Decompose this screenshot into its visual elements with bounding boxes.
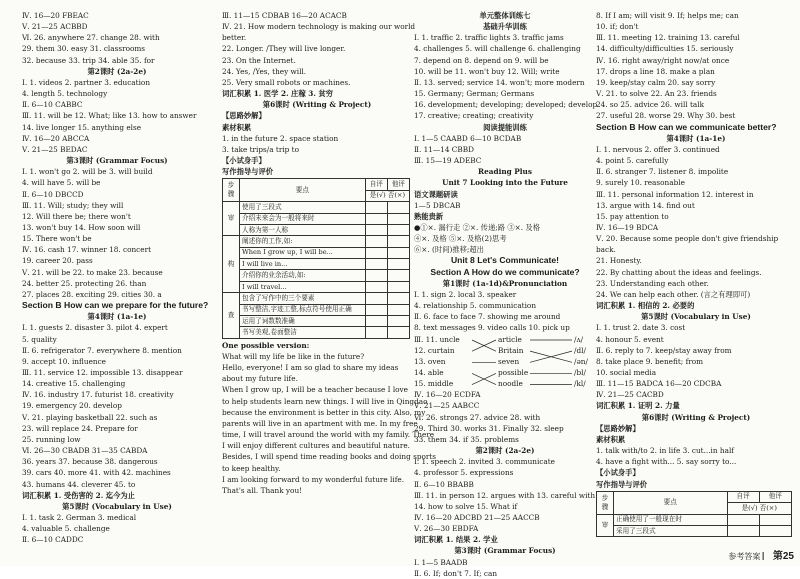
rubric-self-cell xyxy=(365,327,387,338)
text-line: 24. We can help each other. (言之有理即可) xyxy=(596,289,751,299)
text-line: Ⅴ. 21—25 AABCC xyxy=(414,401,480,411)
match-mid-item: article xyxy=(498,334,522,344)
text-line: 19. emergency 20. develop xyxy=(22,401,122,411)
rubric-self-header: 自评 xyxy=(365,179,387,190)
text-line: Ⅱ. 6. If; don't 7. If; can xyxy=(414,568,498,578)
text-line: 39. cars 40. more 41. with 42. machines xyxy=(22,468,171,478)
rubric-step: 审 xyxy=(223,202,240,236)
footer-separator: ▏ xyxy=(762,552,771,561)
page-footer xyxy=(728,547,794,562)
rubric-self-header: 自评 xyxy=(727,491,759,502)
text-line: 写作指导与评价 xyxy=(596,479,648,489)
rubric-step-header: 步骤 xyxy=(597,491,614,514)
text-line: 第3课时 (Grammar Focus) xyxy=(66,156,168,166)
text-line: 8. text messages 9. video calls 10. pick up xyxy=(414,323,570,333)
text-line: ⑥×. (时间)推移;超出 xyxy=(414,245,484,255)
match-right-item: /ʌ/ xyxy=(574,334,584,344)
text-line: 基础升华训练 xyxy=(483,22,527,32)
text-line: ●①×. 漏行走 ②×. 传递;路 ③×. 及格 xyxy=(414,222,540,232)
text-line: Ⅰ. 1. sign 2. local 3. speaker xyxy=(414,289,517,299)
text-line: Ⅴ. 20. Because some people don't give friendship xyxy=(596,234,779,244)
text-line: 10. will be 11. won't buy 12. Will; write xyxy=(414,66,560,76)
text-line: 4. length 5. technology xyxy=(22,89,108,99)
text-line: 24. better 25. protecting 26. than xyxy=(22,278,147,288)
text-line: 27. useful 28. worse 29. Why 30. best xyxy=(596,111,736,121)
rubric-point: When I grow up, I will be... xyxy=(240,247,366,258)
text-line: Reading Plus xyxy=(478,167,532,177)
rubric-peer-cell xyxy=(387,304,409,315)
rubric-peer-cell xyxy=(387,293,409,304)
rubric-self-cell xyxy=(365,247,387,258)
text-line: Ⅰ. 1. videos 2. partner 3. education xyxy=(22,77,151,87)
footer-label: 参考答案 xyxy=(728,552,761,561)
text-line: Ⅰ. 1—5 BAADB xyxy=(414,557,468,567)
text-line: 19. keep/stay calm 20. say sorry xyxy=(596,77,716,87)
writing-rubric-table xyxy=(222,178,410,338)
rubric-peer-cell xyxy=(387,202,409,213)
text-line: 1—5 DBCAB xyxy=(414,200,461,210)
text-line: 12. Will there be; there won't xyxy=(22,211,131,221)
rubric-peer-cell xyxy=(387,224,409,235)
text-line: 4. relationship 5. communication xyxy=(414,301,537,311)
text-line: Ⅰ. 1. nervous 2. offer 3. continued xyxy=(596,144,720,154)
text-line: Ⅳ. 16—20 ABCCA xyxy=(22,133,90,143)
text-line: 第4课时 (1a-1e) xyxy=(666,133,726,143)
text-line: Ⅰ. 1. traffic 2. traffic lights 3. traffic jams xyxy=(414,33,564,43)
text-line: 29. them 30. easy 31. classrooms xyxy=(22,44,146,54)
text-line: 第1课时 (1a-1d)&Pronunciation xyxy=(442,278,568,288)
text-line: 【思路妙解】 xyxy=(596,423,640,433)
rubric-point: 书写整洁,字迹工整,标点符号使用正确 xyxy=(240,304,366,315)
text-line: Section B How can we communicate better? xyxy=(596,121,777,132)
rubric-step-header: 步骤 xyxy=(223,179,240,202)
rubric-yesno-header: 是(√) 否(×) xyxy=(727,503,792,514)
rubric-point: 使用了三段式 xyxy=(240,202,366,213)
match-left-item: 13. oven xyxy=(414,356,446,366)
text-line: 【思路妙解】 xyxy=(222,111,266,121)
text-line: 15. pay attention to xyxy=(596,211,669,221)
text-line: 【小试身手】 xyxy=(596,468,640,478)
text-line: 3. take trips/a trip to xyxy=(222,144,299,154)
text-line: 阅读提能训练 xyxy=(483,122,527,132)
text-line: 33. them 34. if 35. problems xyxy=(414,434,519,444)
text-line: Ⅳ. 16. industry 17. futurist 18. creativity xyxy=(22,390,174,400)
text-line: Ⅰ. 1. trust 2. date 3. cost xyxy=(596,323,686,333)
text-line: 29. Third 30. works 31. Finally 32. sleep xyxy=(414,423,564,433)
text-line: 14. how to solve 15. What if xyxy=(414,501,518,511)
rubric-self-cell xyxy=(365,202,387,213)
match-left-item: 14. able xyxy=(414,367,444,377)
text-line: Ⅳ. 16. right away/right now/at once xyxy=(596,55,730,65)
writing-rubric-table-2 xyxy=(596,491,792,538)
rubric-self-cell xyxy=(365,281,387,292)
text-line: Ⅱ. 6—10 BBABB xyxy=(414,479,474,489)
text-line: 第2课时 (2a-2e) xyxy=(87,66,147,76)
match-right-item: /bl/ xyxy=(574,367,586,377)
text-line: 1. talk with/to 2. in life 3. cut...in half xyxy=(596,446,734,456)
text-line: Ⅴ. 21. to solve 22. An 23. friends xyxy=(596,89,717,99)
rubric-yesno-header: 是(√) 否(×) xyxy=(365,190,409,201)
rubric-peer-header: 他评 xyxy=(759,491,791,502)
text-line: Ⅲ. 11. in person 12. argues with 13. careful with xyxy=(414,490,596,500)
rubric-peer-cell xyxy=(387,316,409,327)
text-line: because the environment is better in this city. Also, my xyxy=(222,407,426,417)
text-line: Ⅱ. 6—10 CADDC xyxy=(22,535,84,545)
rubric-peer-cell xyxy=(387,213,409,224)
rubric-step: 构 xyxy=(223,236,240,293)
text-line: Ⅰ. 1. won't go 2. will be 3. will build xyxy=(22,167,153,177)
text-line: 8. If I am; will visit 9. If; helps me; can xyxy=(596,11,739,20)
rubric-peer-header: 他评 xyxy=(387,179,409,190)
text-line: 4. challenges 5. will challenge 6. challenging xyxy=(414,44,581,54)
text-line: 9. surely 10. reasonable xyxy=(596,178,685,188)
match-right-item: /kl/ xyxy=(574,379,586,389)
match-mid-item: Britain xyxy=(498,345,524,355)
text-line: Ⅰ. 1—5 CAABD 6—10 BCDAB xyxy=(414,133,522,143)
text-line: Besides, I will spend time reading books and doing sports xyxy=(222,452,437,462)
text-line: Ⅳ. 16—19 BDCA xyxy=(596,222,659,232)
rubric-self-cell xyxy=(365,316,387,327)
text-line: Ⅱ. 11—14 CBBD xyxy=(414,144,474,154)
text-line: Ⅴ. 21—25 BEDAC xyxy=(22,144,88,154)
text-line: 9. accept 10. influence xyxy=(22,356,106,366)
rubric-self-cell xyxy=(365,293,387,304)
text-line: 14. difficulty/difficulties 15. seriously xyxy=(596,44,734,54)
text-line: 10. if; don't xyxy=(596,22,639,32)
text-line: 第2课时 (2a-2e) xyxy=(475,446,535,456)
text-line: Ⅳ. 16—20 ECDFA xyxy=(414,390,481,400)
text-line: That's all. Thank you! xyxy=(222,485,303,495)
text-line: 7. depend on 8. depend on 9. will be xyxy=(414,55,549,65)
text-line: 17. drops a line 18. make a plan xyxy=(596,66,715,76)
match-mid-item: noodle xyxy=(498,379,523,389)
text-line: Ⅱ. 6—10 DBCCD xyxy=(22,189,84,199)
text-line: 10. social media xyxy=(596,368,657,377)
text-line: Ⅱ. 6. refrigerator 7. everywhere 8. mention xyxy=(22,345,182,355)
text-line: Ⅰ. 1. task 2. German 3. medical xyxy=(22,513,137,523)
match-left-item: 15. middle xyxy=(414,379,454,389)
column-2-answers xyxy=(222,10,416,177)
rubric-point: 包含了写作中的三个要素 xyxy=(240,293,366,304)
rubric-peer-cell xyxy=(387,259,409,270)
rubric-step: 审 xyxy=(597,514,614,537)
rubric-self-cell xyxy=(365,236,387,247)
text-line: 词汇积累 1. 受伤害的 2. 迄今为止 xyxy=(22,490,135,500)
text-line: Ⅴ. 21. playing basketball 22. such as xyxy=(22,412,158,422)
text-line: Ⅵ. 26—30 CBADB 31—35 CABDA xyxy=(22,446,148,456)
rubric-self-cell xyxy=(365,270,387,281)
text-line: One possible version: xyxy=(222,340,310,350)
text-line: 16. development; developing; developed; develop xyxy=(414,100,598,110)
text-line: Ⅲ. 11. will be 12. What; like 13. how to answer xyxy=(22,111,197,121)
text-line: Ⅲ. 11—15 BADCA 16—20 CDCBA xyxy=(596,379,722,389)
text-line: 词汇积累 1. 相信的 2. 必要的 xyxy=(596,301,695,311)
text-line: to help students learn new things. I will live in Qingdao xyxy=(222,396,428,406)
match-mid-item: possible xyxy=(498,367,529,377)
text-line: 第5课时 (Vocabulary in Use) xyxy=(641,312,751,322)
text-line: 4. honour 5. event xyxy=(596,334,664,344)
text-line: Section B How can we prepare for the future? xyxy=(22,300,209,311)
rubric-peer-cell xyxy=(759,525,791,536)
rubric-self-cell xyxy=(365,259,387,270)
text-line: 素材积累 xyxy=(596,434,626,444)
text-line: Ⅱ. 6. stranger 7. listener 8. impolite xyxy=(596,167,729,177)
rubric-point: 介绍你的业余活动,如: xyxy=(240,270,366,281)
matching-lines xyxy=(414,334,596,394)
rubric-peer-cell xyxy=(387,270,409,281)
text-line: Ⅴ. 21. will be 22. to make 23. because xyxy=(22,267,163,277)
column-3 xyxy=(414,10,596,579)
rubric-self-cell xyxy=(727,514,759,525)
text-line: I am looking forward to my wonderful future life. xyxy=(222,474,405,484)
pronunciation-matching xyxy=(414,334,596,390)
text-line: 22. Longer. /They will live longer. xyxy=(222,44,346,54)
rubric-peer-cell xyxy=(387,236,409,247)
text-line: Ⅱ. 6—10 CABBC xyxy=(22,100,83,110)
text-line: parents will live in an apartment with me. In my free xyxy=(222,418,418,428)
match-mid-item: seven xyxy=(498,356,520,366)
rubric-point: 正确使用了一般现在时 xyxy=(614,514,728,525)
text-line: What will my life be like in the future? xyxy=(222,351,365,361)
text-line: Ⅲ. 11—15 CDBAB 16—20 ACACB xyxy=(222,11,347,20)
column-4 xyxy=(596,10,796,538)
text-line: 27. places 28. exciting 29. cities 30. a xyxy=(22,289,162,299)
text-line: 43. humans 44. cleverer 45. to xyxy=(22,479,136,489)
text-line: 15. Germany; German; Germans xyxy=(414,89,535,99)
text-line: 4. valuable 5. challenge xyxy=(22,524,110,534)
rubric-point: 人称为第一人称 xyxy=(240,224,366,235)
text-line: 写作指导与评价 xyxy=(222,167,274,177)
text-line: 19. career 20. pass xyxy=(22,256,93,266)
text-line: Ⅳ. 21—25 CACBD xyxy=(596,390,664,400)
text-line: 14. live longer 15. anything else xyxy=(22,122,142,132)
text-line: 单元整体训练七 xyxy=(479,11,531,20)
rubric-peer-cell xyxy=(759,514,791,525)
text-line: Unit 7 Looking into the Future xyxy=(442,178,568,188)
text-line: 第6课时 (Writing & Project) xyxy=(641,412,751,422)
text-line: Ⅱ. 6. reply to 7. keep/stay away from xyxy=(596,345,732,355)
text-line: 4. point 5. carefully xyxy=(596,156,669,166)
match-left-item: Ⅲ. 11. uncle xyxy=(414,334,460,344)
text-line: 36. years 37. because 38. dangerous xyxy=(22,457,158,467)
rubric-self-cell xyxy=(727,525,759,536)
text-line: 1. in the future 2. space station xyxy=(222,133,339,143)
text-line: 熟能贵新 xyxy=(414,211,444,221)
rubric-step: 查 xyxy=(223,293,240,339)
text-line: 13. argue with 14. find out xyxy=(596,200,695,210)
text-line: 24. Yes, /Yes, they will. xyxy=(222,66,307,76)
rubric-point: 书写美观,卷面整洁 xyxy=(240,327,366,338)
rubric-point: 阐述你的工作,如: xyxy=(240,236,366,247)
text-line: 21. Honesty. xyxy=(596,256,642,266)
text-line: Ⅴ. 21—25 ACBBD xyxy=(22,22,88,32)
text-line: to keep healthy. xyxy=(222,463,281,473)
text-line: 13. won't buy 14. How soon will xyxy=(22,222,141,232)
text-line: 第5课时 (Vocabulary in Use) xyxy=(62,501,172,511)
text-line: ④×. 及格 ⑤×. 及格(2)思考 xyxy=(414,234,507,244)
text-line: Ⅲ. 15—19 ADEBC xyxy=(414,156,482,166)
page-number: 第25 xyxy=(772,551,794,562)
text-line: Ⅵ. 26. anywhere 27. change 28. with xyxy=(22,33,160,43)
match-right-item: /ən/ xyxy=(574,356,588,366)
text-line: 词汇积累 1. 医学 2. 庄稼 3. 贫穷 xyxy=(222,89,334,99)
column-4-answers xyxy=(596,10,796,490)
rubric-peer-cell xyxy=(387,327,409,338)
text-line: Ⅴ. 26—30 EBDFA xyxy=(414,524,479,534)
text-line: 5. quality xyxy=(22,334,57,344)
match-left-item: 12. curtain xyxy=(414,345,455,355)
text-line: Ⅳ. 16—20 FBEAC xyxy=(22,11,89,20)
text-line: 第4课时 (1a-1e) xyxy=(87,312,147,322)
rubric-peer-cell xyxy=(387,281,409,292)
rubric-self-cell xyxy=(365,224,387,235)
text-line: When I grow up, I will be a teacher because I love xyxy=(222,385,409,395)
text-line: 23. will replace 24. Prepare for xyxy=(22,423,138,433)
text-line: 25. Very small robots or machines. xyxy=(222,77,351,87)
text-line: Ⅲ. 11. Will; study; they will xyxy=(22,200,124,210)
text-line: Ⅳ. 16. cash 17. winner 18. concert xyxy=(22,245,152,255)
text-line: 22. By chatting about the ideas and feelings. xyxy=(596,267,762,277)
text-line: Unit 8 Let's Communicate! xyxy=(450,255,560,266)
rubric-peer-cell xyxy=(387,247,409,258)
text-line: back. xyxy=(596,245,616,255)
text-line: Ⅲ. 11. personal information 12. interest in xyxy=(596,189,754,199)
rubric-point: I will travel... xyxy=(240,281,366,292)
text-line: Ⅰ. 1. speech 2. invited 3. communicate xyxy=(414,457,555,467)
text-line: 第3课时 (Grammar Focus) xyxy=(454,546,556,556)
text-line: I will enjoy different cultures and beautiful nature. xyxy=(222,441,410,451)
text-line: Ⅳ. 21. How modern technology is making our world xyxy=(222,22,416,32)
text-line: 4. will have 5. will be xyxy=(22,178,101,188)
text-line: 24. so 25. advice 26. will talk xyxy=(596,100,705,110)
text-line: 23. On the Internet. xyxy=(222,55,296,65)
column-3-answers-continued xyxy=(414,389,596,579)
text-line: 17. creative; creating; creativity xyxy=(414,111,534,121)
text-line: time, I will travel around the world with my family. There xyxy=(222,430,435,440)
text-line: Ⅲ. 11. meeting 12. training 13. careful xyxy=(596,33,740,43)
rubric-point: 采用了三段式 xyxy=(614,525,728,536)
rubric-points-header: 要点 xyxy=(240,179,366,202)
text-line: 8. take place 9. benefit; from xyxy=(596,356,704,366)
match-right-item: /dl/ xyxy=(574,345,586,355)
rubric-self-cell xyxy=(365,213,387,224)
text-line: 14. creative 15. challenging xyxy=(22,379,126,389)
text-line: 第6课时 (Writing & Project) xyxy=(262,100,372,110)
text-line: 25. running low xyxy=(22,434,81,444)
column-3-answers xyxy=(414,10,596,334)
text-line: 32. because 33. trip 34. able 35. for xyxy=(22,55,155,65)
text-line: 15. There won't be xyxy=(22,234,92,244)
text-line: 【小试身手】 xyxy=(222,156,266,166)
text-line: 素材积累 xyxy=(222,122,252,132)
rubric-self-cell xyxy=(365,304,387,315)
text-line: Ⅲ. 11. service 12. impossible 13. disappear xyxy=(22,368,183,377)
column-1 xyxy=(22,10,212,546)
rubric-points-header: 要点 xyxy=(614,491,728,514)
rubric-point: 介绍未来会为一般将来时 xyxy=(240,213,366,224)
rubric-point: 运用了词数数准确 xyxy=(240,316,366,327)
text-line: Section A How do we communicate? xyxy=(430,266,580,277)
text-line: better. xyxy=(222,33,247,43)
text-line: 词汇积累 1. 证明 2. 力量 xyxy=(596,401,680,411)
text-line: Ⅱ. 13. served; service 14. won't; more modern xyxy=(414,77,585,87)
text-line: 23. Understanding each other. xyxy=(596,278,709,288)
text-line: 4. professor 5. expressions xyxy=(414,468,514,478)
text-line: 语文课题研读 xyxy=(414,189,458,199)
text-line: Ⅵ. 26. strongs 27. advice 28. with xyxy=(414,412,541,422)
text-line: Ⅰ. 1. guests 2. disaster 3. pilot 4. expert xyxy=(22,323,168,333)
text-line: Hello, everyone! I am so glad to share my ideas xyxy=(222,363,399,373)
rubric-point: I will live in... xyxy=(240,259,366,270)
text-line: Ⅳ. 16—20 ADCBD 21—25 AACCB xyxy=(414,513,540,522)
text-line: 4. have a fight with... 5. say sorry to... xyxy=(596,457,737,467)
text-line: about my future life. xyxy=(222,374,298,384)
text-line: 词汇积累 1. 结果 2. 学业 xyxy=(414,535,498,545)
text-line: Ⅱ. 6. face to face 7. showing me around xyxy=(414,312,561,322)
